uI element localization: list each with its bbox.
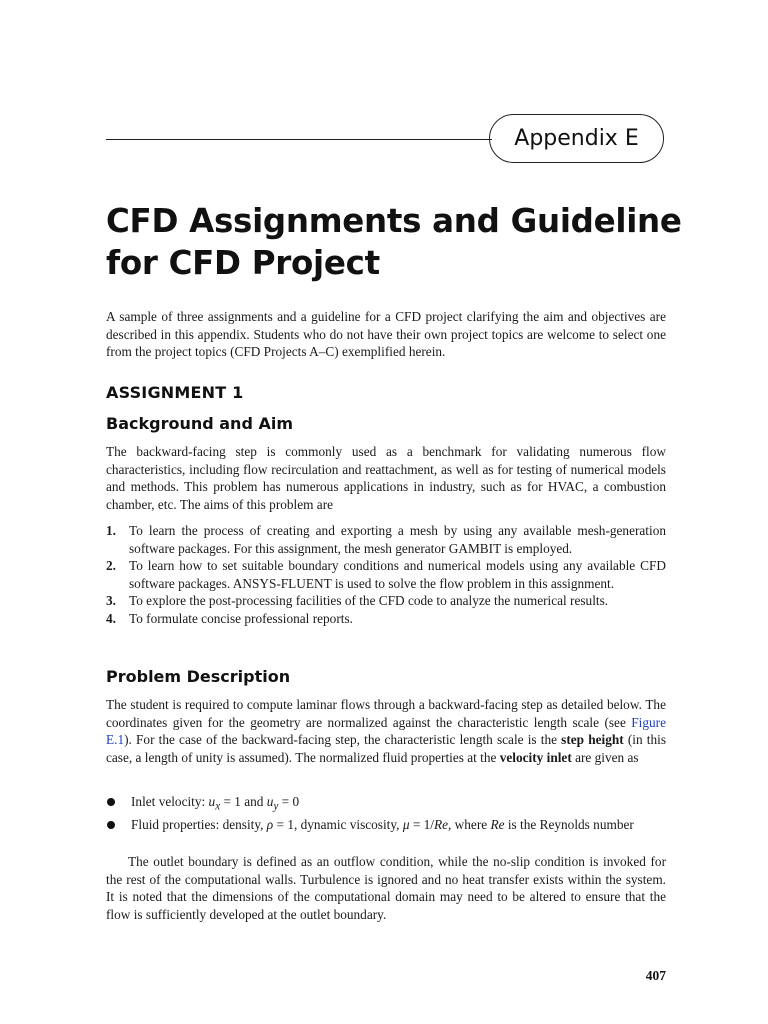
fluid-properties-label: Fluid properties: density, bbox=[131, 817, 267, 833]
title-line-1: CFD Assignments and Guideline bbox=[106, 202, 682, 240]
aim-text: To formulate concise professional reports. bbox=[129, 610, 353, 626]
re-symbol: Re bbox=[434, 817, 449, 833]
problem-paragraph bbox=[106, 696, 666, 766]
problem-text-3: (in this case, a length of unity is assumed). The normalized fluid properties at the bbox=[106, 732, 666, 765]
bullet-icon bbox=[107, 821, 115, 829]
list-item bbox=[106, 816, 666, 834]
page-title bbox=[106, 200, 706, 284]
outlet-paragraph: The outlet boundary is defined as an outflow condition, while the no-slip condition is invoked for the rest of the computational walls. Turbulence is ignored and no heat transfer exists within the system. It is noted that the dimensions of the computational domain may need to be altered to ensure that the flow is sufficiently developed at the outlet boundary. bbox=[106, 854, 666, 922]
appendix-label-box bbox=[489, 114, 664, 163]
aim-text: To learn the process of creating and exporting a mesh by using any available mesh-generation software packages. For this assignment, the mesh generator GAMBIT is employed. bbox=[129, 523, 666, 556]
intro-paragraph: A sample of three assignments and a guideline for a CFD project clarifying the aim and objectives are described in this appendix. Students who do not have their own project topics are welcome to select one from the project topics (CFD Projects A–C) exemplified herein. bbox=[106, 309, 666, 360]
viscosity-equation: = 1/ bbox=[409, 817, 434, 833]
inlet-properties-list bbox=[106, 793, 666, 834]
ux-symbol: u bbox=[208, 794, 216, 809]
density-equation: = 1, dynamic viscosity, bbox=[273, 817, 403, 833]
aim-text: To learn how to set suitable boundary conditions and numerical models using any available CFD software packages. ANSYS-FLUENT is used to solve the flow problem in this assignment. bbox=[129, 558, 666, 591]
rho-symbol: ρ bbox=[266, 817, 274, 833]
aim-item bbox=[106, 592, 666, 610]
aims-list bbox=[106, 522, 666, 628]
background-heading: Background and Aim bbox=[106, 414, 294, 433]
aim-item bbox=[106, 610, 666, 628]
aim-item bbox=[106, 557, 666, 592]
step-height-term: step height bbox=[561, 732, 624, 748]
aim-number: 1. bbox=[106, 523, 116, 538]
aim-text: To explore the post-processing facilities of the CFD code to analyze the numerical results. bbox=[129, 593, 609, 609]
problem-text-1: The student is required to compute laminar flows through a backward-facing step as detailed below. The coordinates given for the geometry are normalized against the characteristic length scale (see bbox=[106, 697, 666, 730]
re-symbol-2: Re bbox=[490, 817, 505, 833]
page-number: 407 bbox=[645, 968, 666, 983]
aim-number: 2. bbox=[106, 558, 116, 574]
mu-symbol: μ bbox=[402, 817, 410, 833]
appendix-label: Appendix E bbox=[514, 126, 639, 151]
inlet-velocity-label: Inlet velocity: bbox=[131, 794, 209, 809]
problem-text-2: ). For the case of the backward-facing step, the characteristic length scale is the bbox=[124, 732, 562, 748]
uy-equation: = 0 bbox=[278, 794, 300, 809]
assignment-heading: ASSIGNMENT 1 bbox=[106, 383, 244, 402]
ux-subscript: x bbox=[215, 800, 221, 813]
reynolds-text: is the Reynolds number bbox=[504, 817, 634, 833]
bullet-icon bbox=[107, 798, 115, 806]
uy-subscript: y bbox=[273, 800, 279, 813]
uy-symbol: u bbox=[266, 794, 274, 809]
ux-equation: = 1 and bbox=[220, 794, 267, 809]
aim-number: 4. bbox=[106, 610, 116, 626]
header-rule bbox=[106, 139, 492, 140]
list-item bbox=[106, 793, 666, 816]
where-text: , where bbox=[448, 817, 491, 833]
figure-e1-link[interactable]: Figure E.1 bbox=[106, 714, 666, 748]
aim-number: 3. bbox=[106, 593, 116, 609]
title-line-2: for CFD Project bbox=[106, 244, 380, 282]
problem-text-4: are given as bbox=[571, 749, 639, 765]
background-paragraph: The backward-facing step is commonly used as a benchmark for validating numerous flow characteristics, including flow recirculation and reattachment, as well as for testing of numerical models and methods. This problem has numerous applications in industry, such as for HVAC, a combustion chamber, etc. The aims of this problem are bbox=[106, 444, 666, 512]
aim-item bbox=[106, 522, 666, 557]
velocity-inlet-term: velocity inlet bbox=[499, 749, 572, 765]
problem-description-heading: Problem Description bbox=[106, 667, 291, 686]
